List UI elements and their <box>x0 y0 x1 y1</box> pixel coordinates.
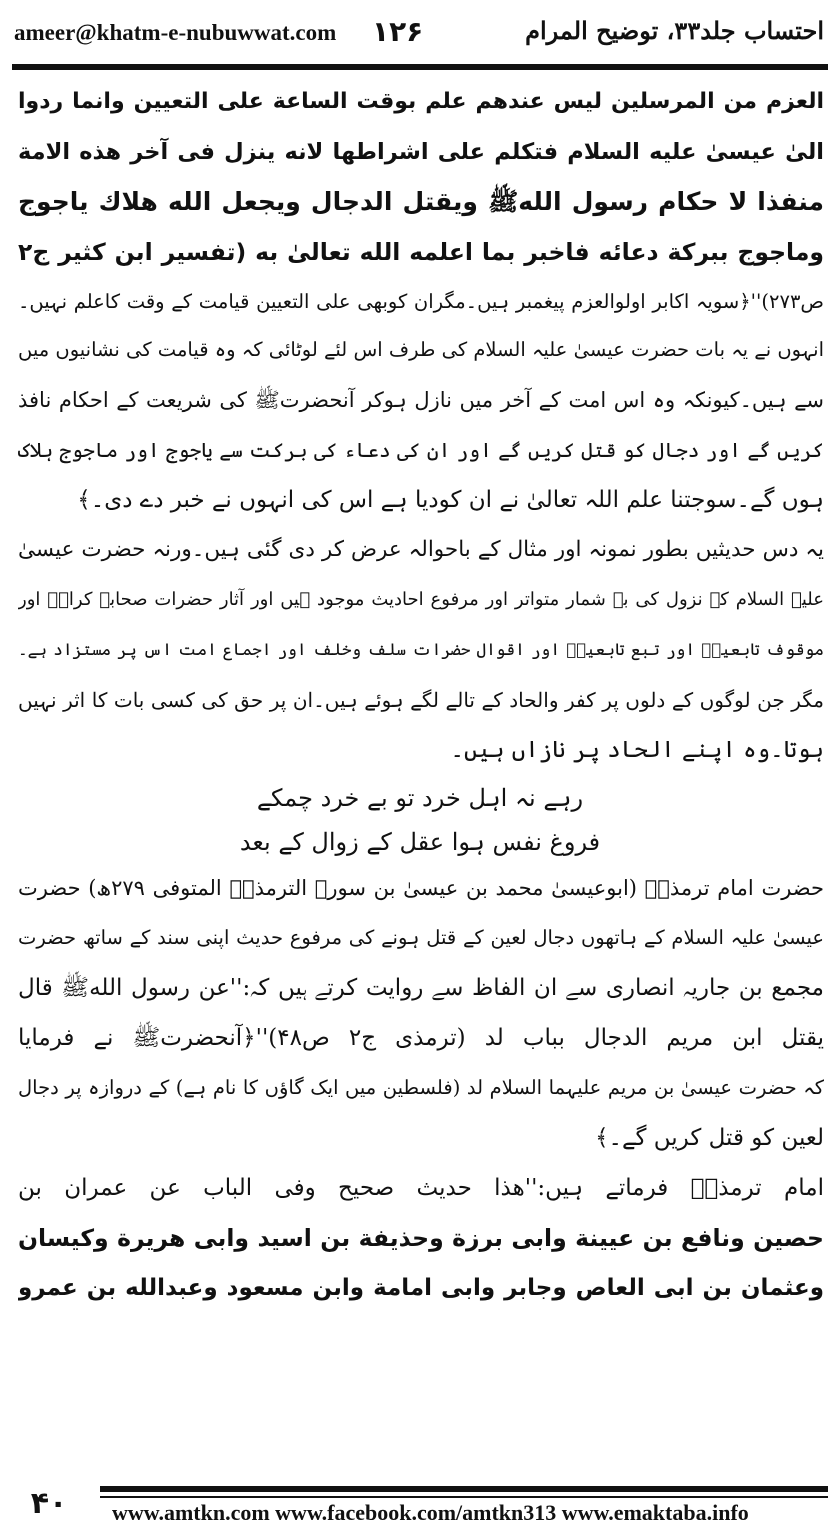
urdu-text-line: یہ دس حدیثیں بطور نمونہ اور مثال کے باحوالہ عرض کر دی گئی ہیں۔ورنہ حضرت عیسیٰ <box>18 537 824 562</box>
page-body <box>0 80 840 1454</box>
urdu-text-line: ہوں گے۔سوجتنا علم اللہ تعالیٰ نے ان کودیا ہے اس کی انہوں نے خبر دے دی۔﴾ <box>77 487 824 513</box>
header-page-number: ۱۲۶ <box>372 15 424 48</box>
footer-page-number: ۴۰ <box>30 1486 68 1521</box>
urdu-text-line: انہوں نے یہ بات حضرت عیسیٰ علیہ السلام کی طرف اس لئے لوٹائی کہ وہ قیامت کی نشانیوں میں <box>18 338 824 361</box>
urdu-text-line: ہوتا۔وہ اپنے الحاد پر نازاں ہیں۔ <box>450 737 824 763</box>
footer-links: www.amtkn.com www.facebook.com/amtkn313 www.emaktaba.info <box>112 1500 749 1525</box>
poem-verse: فروغ نفس ہوا عقل کے زوال کے بعد <box>239 828 601 856</box>
page-footer <box>0 1478 840 1540</box>
arabic-text-line: الىٰ عيسىٰ عليه السلام فتكلم على اشراطها لانه ينزل فى آخر هذه الامة <box>18 139 824 165</box>
urdu-text-line: علیہ السلام کے نزول کی بے شمار متواتر اور مرفوع احادیث موجود ہیں اور آثار حضرات صحابہ کرامؓ اور <box>18 589 824 610</box>
arabic-text-line: وعثمان بن ابى العاص وجابر وابى امامة وابن مسعود وعبدالله بن عمرو <box>18 1275 824 1301</box>
urdu-text-line: ص۲۷۳)''﴿سویہ اکابر اولوالعزم پیغمبر ہیں۔مگران کوبھی علی التعیین قیامت کے وقت کاعلم نہیں۔ <box>18 290 824 313</box>
urdu-text-line: امام ترمذیؒ فرماتے ہیں:''هذا حديث صحيح وفى الباب عن عمران بن <box>18 1175 824 1201</box>
header-rule <box>12 64 828 70</box>
urdu-text-line: سے ہیں۔کیونکہ وہ اس امت کے آخر میں نازل ہوکر آنحضرتﷺ کی شریعت کے احکام نافذ <box>18 388 824 412</box>
urdu-text-line: یقتل ابن مریم الدجال بباب لد (ترمذی ج۲ ص۴۸)''﴿آنحضرتﷺ نے فرمایا <box>18 1025 824 1051</box>
urdu-text-line: حضرت امام ترمذیؒ (ابوعیسیٰ محمد بن عیسیٰ بن سورۃ الترمذیؒ المتوفی ۲۷۹ھ) حضرت <box>18 876 824 900</box>
arabic-text-line: حصين ونافع بن عيينة وابى برزة وحذيفة بن اسيد وابى هريرة وكيسان <box>18 1224 824 1252</box>
urdu-text-line: مجمع بن جاریہ انصاری سے ان الفاظ سے روایت کرتے ہیں کہ:''عن رسول اللهﷺ قال <box>18 975 824 1001</box>
page-header <box>0 0 840 72</box>
urdu-text-line: عیسیٰ علیہ السلام کے ہاتھوں دجال لعین کے قتل ہونے کی مرفوع حدیث اپنی سند کے ساتھ حضرت <box>18 926 824 949</box>
urdu-text-line: کہ حضرت عیسیٰ بن مریم علیہما السلام لد (فلسطین میں ایک گاؤں کا نام ہے) کے دروازہ پر دجال <box>18 1076 824 1099</box>
urdu-text-line: لعین کو قتل کریں گے۔﴾ <box>595 1125 824 1151</box>
arabic-text-line: منفذا لا حكام رسول اللهﷺ ويقتل الدجال ويجعل الله هلاك ياجوج <box>18 187 824 216</box>
urdu-text-line: موقوف تابعینؒ اور تبع تابعینؒ اور اقوال حضرات سلف وخلف اور اجماع امت اس پر مستزاد ہے۔ <box>18 640 824 659</box>
footer-rule-thin <box>100 1496 828 1498</box>
arabic-text-line: وماجوج ببركة دعائه فاخبر بما اعلمه الله تعالىٰ به (تفسير ابن كثير ج۲ <box>18 238 824 266</box>
poem-verse: رہے نہ اہل خرد تو بے خرد چمکے <box>256 784 584 812</box>
urdu-text-line: کریں گے اور دجال کو قتل کریں گے اور ان کی دعاء کی برکت سے یاجوج اور ماجوج ہلاک <box>18 438 824 462</box>
header-email: ameer@khatm-e-nubuwwat.com <box>14 20 337 45</box>
urdu-text-line: مگر جن لوگوں کے دلوں پر کفر والحاد کے تالے لگے ہوئے ہیں۔ان پر حق کی کسی بات کا اثر نہیں <box>18 688 824 712</box>
arabic-text-line: العزم من المرسلين ليس عندهم علم بوقت الساعة على التعيين وانما ردوا <box>18 89 824 114</box>
header-book-title: احتساب جلد۳۳، توضیح المرام <box>525 16 824 45</box>
footer-rule-thick <box>100 1486 828 1492</box>
